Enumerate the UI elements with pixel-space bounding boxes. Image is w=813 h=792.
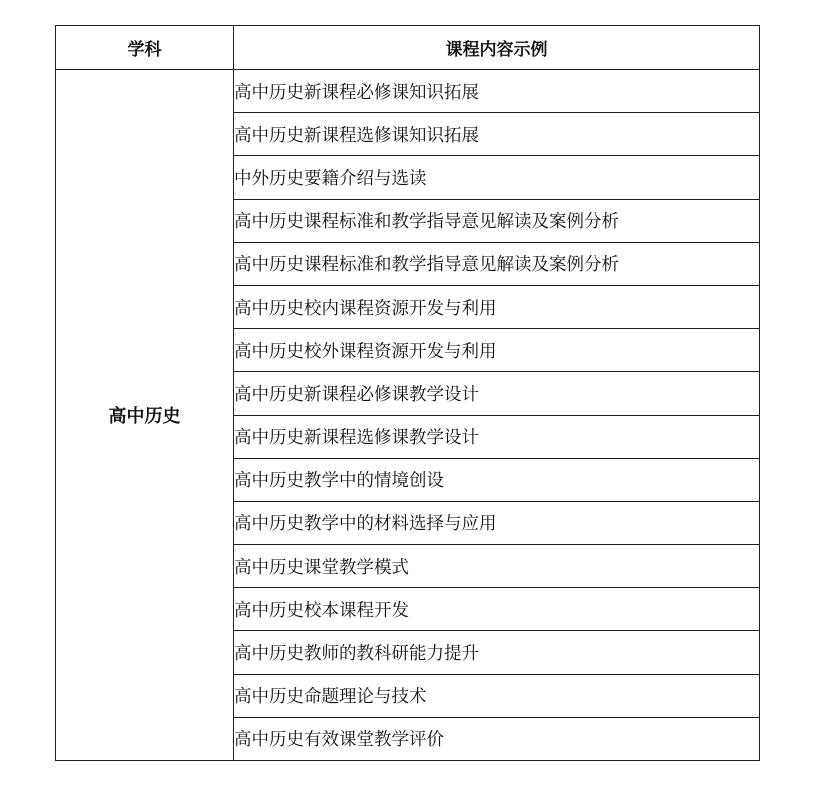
content-cell: 高中历史新课程必修课知识拓展 <box>234 70 760 113</box>
header-content: 课程内容示例 <box>234 26 760 70</box>
table-row <box>56 70 760 113</box>
content-cell: 高中历史命题理论与技术 <box>234 674 760 717</box>
content-cell: 高中历史教学中的情境创设 <box>234 458 760 501</box>
content-cell: 高中历史新课程必修课教学设计 <box>234 372 760 415</box>
course-table <box>55 25 760 761</box>
content-cell: 高中历史教师的教科研能力提升 <box>234 631 760 674</box>
header-subject: 学科 <box>56 26 234 70</box>
content-cell: 高中历史课堂教学模式 <box>234 545 760 588</box>
table-header <box>56 26 760 70</box>
content-cell: 高中历史教学中的材料选择与应用 <box>234 501 760 544</box>
table-body <box>56 70 760 761</box>
content-cell: 高中历史新课程选修课知识拓展 <box>234 113 760 156</box>
content-cell: 高中历史校外课程资源开发与利用 <box>234 329 760 372</box>
content-cell: 高中历史校本课程开发 <box>234 588 760 631</box>
content-cell: 中外历史要籍介绍与选读 <box>234 156 760 199</box>
content-cell: 高中历史新课程选修课教学设计 <box>234 415 760 458</box>
subject-cell: 高中历史 <box>56 70 234 761</box>
header-row <box>56 26 760 70</box>
content-cell: 高中历史课程标准和教学指导意见解读及案例分析 <box>234 199 760 242</box>
content-cell: 高中历史有效课堂教学评价 <box>234 717 760 760</box>
content-cell: 高中历史课程标准和教学指导意见解读及案例分析 <box>234 242 760 285</box>
content-cell: 高中历史校内课程资源开发与利用 <box>234 285 760 328</box>
